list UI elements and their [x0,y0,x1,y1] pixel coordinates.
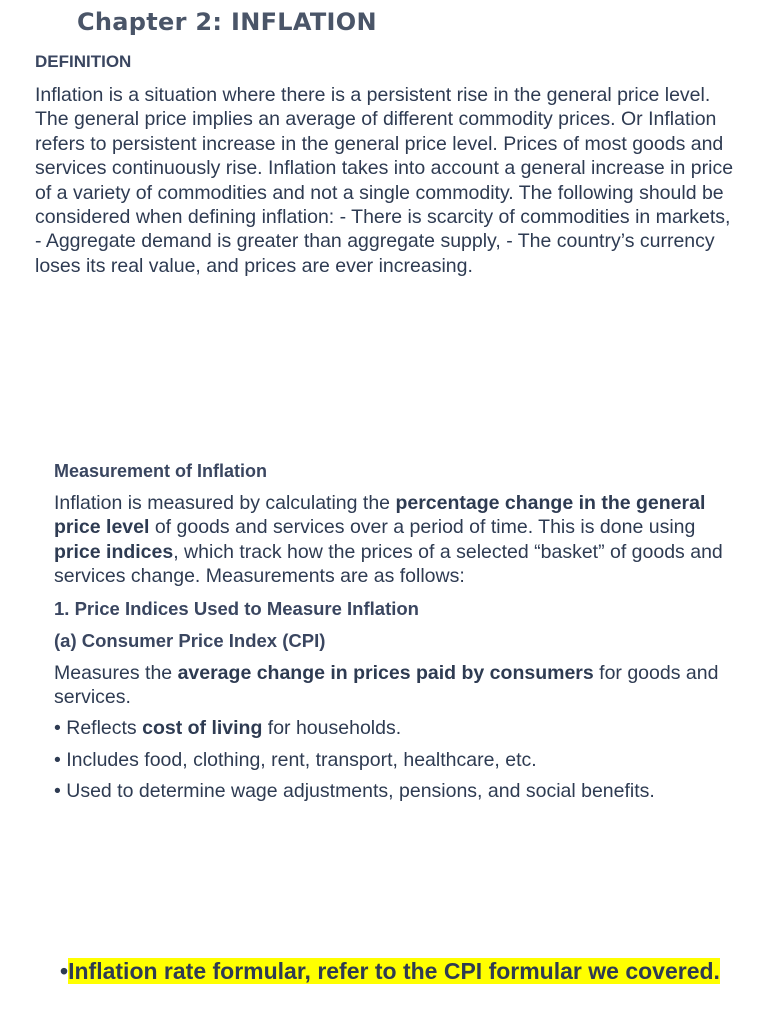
cpi-text-1: Measures the [54,661,178,684]
measurement-bold-2: price indices [54,540,174,563]
note-bullet: • [60,958,69,984]
measurement-bold-1: percentage change in the general price level [54,492,706,539]
bullet-text: for households. [262,717,402,740]
measurement-heading: Measurement of Inflation [54,461,268,481]
bullet-item [54,748,740,772]
definition-body: Inflation is a situation where there is a persistent rise in the general price level. The general price implies an average of different commodity prices. Or Inflation refers to persistent increase in the general price level. Prices of most goods and services continuously rise. Inflation takes into account a general increase in price of a variety of commodities and not a single commodity. The following should be considered when defining inflation: - There is scarcity of commodities in markets, - Aggregate demand is greater than aggregate supply, - The country’s currency loses its real value, and prices are ever increasing. [35,84,734,277]
cpi-text-2: for goods and services. [54,661,719,709]
highlighted-note-text: Inflation rate formular, refer to the CPI formular we covered. [68,958,720,984]
cpi-paragraph [54,661,740,710]
bullet-item [54,716,740,740]
cpi-bold-1: average change in prices paid by consumers [177,661,594,684]
measurement-text-2: of goods and services over a period of time. This is done using [149,516,696,539]
measurement-text-3: , which track how the prices of a selected “basket” of goods and services change. Measurements are as follows: [54,540,723,588]
measurement-text-1: Inflation is measured by calculating the [54,492,396,514]
price-indices-heading: 1. Price Indices Used to Measure Inflation [54,597,419,619]
bullet-item [54,779,740,803]
measurement-paragraph [54,491,740,589]
bullet-text: • Used to determine wage adjustments, pensions, and social benefits. [54,780,655,803]
formula-note [60,956,720,987]
cpi-heading: (a) Consumer Price Index (CPI) [54,629,326,651]
bullet-text: • Includes food, clothing, rent, transport, healthcare, etc. [54,748,537,771]
bullet-bold: cost of living [142,717,263,740]
bullet-text: • Reflects [54,717,143,740]
definition-heading: DEFINITION [35,52,132,71]
measurement-section [54,460,740,804]
page-title: Chapter 2: INFLATION [77,8,377,36]
